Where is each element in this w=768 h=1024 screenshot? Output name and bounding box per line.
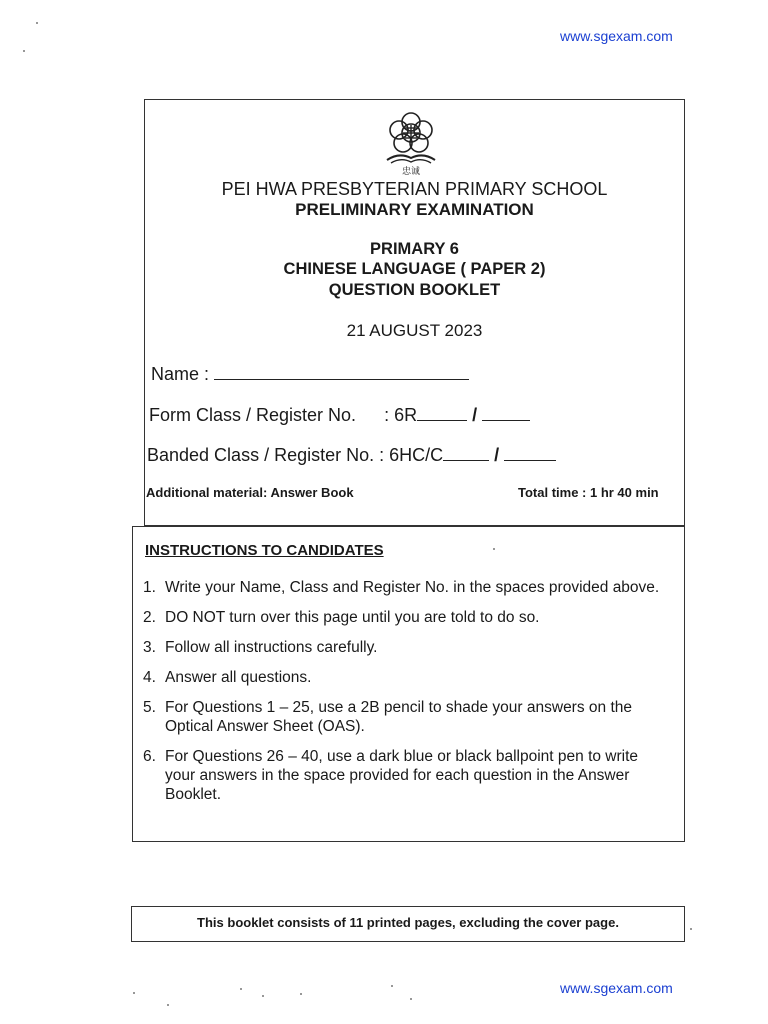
scan-speck	[167, 1004, 169, 1006]
exam-date: 21 AUGUST 2023	[346, 321, 483, 340]
scan-speck	[133, 992, 135, 994]
instruction-number: 1.	[143, 579, 156, 596]
instruction-number: 3.	[143, 639, 156, 656]
scan-speck	[493, 548, 495, 550]
instruction-number: 4.	[143, 669, 156, 686]
scan-speck	[391, 985, 393, 987]
bottom-website-link[interactable]: www.sgexam.com	[560, 980, 673, 996]
instruction-number: 2.	[143, 609, 156, 626]
school-crest-icon	[381, 110, 441, 168]
top-website-link[interactable]: www.sgexam.com	[560, 28, 673, 44]
instruction-text: For Questions 26 – 40, use a dark blue or black ballpoint pen to write your answers in the space provided for each question in the Answer Booklet.	[165, 748, 639, 803]
form-class-value: : 6R	[384, 405, 418, 425]
instruction-item	[143, 608, 663, 627]
scan-speck	[23, 50, 25, 52]
form-class-label: Form Class / Register No.	[149, 405, 357, 425]
school-name: PEI HWA PRESBYTERIAN PRIMARY SCHOOL	[221, 179, 608, 199]
scan-speck	[262, 995, 264, 997]
banded-class-slash: /	[494, 445, 500, 465]
scan-speck	[690, 928, 692, 930]
additional-material: Additional material: Answer Book	[146, 485, 354, 500]
scan-speck	[36, 22, 38, 24]
instruction-text: For Questions 1 – 25, use a 2B pencil to shade your answers on the Optical Answer Sheet (OAS).	[165, 699, 632, 735]
form-register-blank[interactable]	[482, 404, 530, 421]
scan-speck	[240, 988, 242, 990]
booklet-title: QUESTION BOOKLET	[328, 281, 501, 299]
instruction-text: Follow all instructions carefully.	[165, 639, 378, 656]
instruction-item	[143, 747, 663, 804]
instruction-text: Write your Name, Class and Register No. in the spaces provided above.	[165, 579, 660, 596]
banded-class-blank[interactable]	[443, 444, 489, 461]
instruction-item	[143, 698, 663, 736]
banded-class-label: Banded Class / Register No. : 6HC/C	[147, 445, 444, 465]
instruction-item	[143, 668, 663, 687]
form-class-field	[149, 404, 530, 426]
instructions-list	[143, 578, 663, 815]
instruction-number: 5.	[143, 699, 156, 716]
name-label: Name :	[151, 364, 210, 384]
subject-title: CHINESE LANGUAGE ( PAPER 2)	[283, 260, 546, 278]
total-time: Total time : 1 hr 40 min	[518, 485, 659, 500]
motto-text: 忠诚	[401, 167, 420, 177]
instruction-item	[143, 638, 663, 657]
level-title: PRIMARY 6	[370, 240, 459, 258]
scan-speck	[300, 993, 302, 995]
instruction-text: Answer all questions.	[165, 669, 312, 686]
exam-title: PRELIMINARY EXAMINATION	[295, 200, 534, 219]
name-blank[interactable]	[214, 363, 469, 380]
instruction-item	[143, 578, 663, 597]
instruction-number: 6.	[143, 748, 156, 765]
form-class-slash: /	[472, 405, 478, 425]
form-class-blank[interactable]	[417, 404, 467, 421]
instruction-text: DO NOT turn over this page until you are told to do so.	[165, 609, 540, 626]
banded-register-blank[interactable]	[504, 444, 556, 461]
scan-speck	[410, 998, 412, 1000]
banded-class-field	[147, 444, 556, 466]
name-field	[151, 363, 469, 385]
instructions-title: INSTRUCTIONS TO CANDIDATES	[145, 542, 384, 559]
booklet-note: This booklet consists of 11 printed pages, excluding the cover page.	[197, 915, 619, 930]
